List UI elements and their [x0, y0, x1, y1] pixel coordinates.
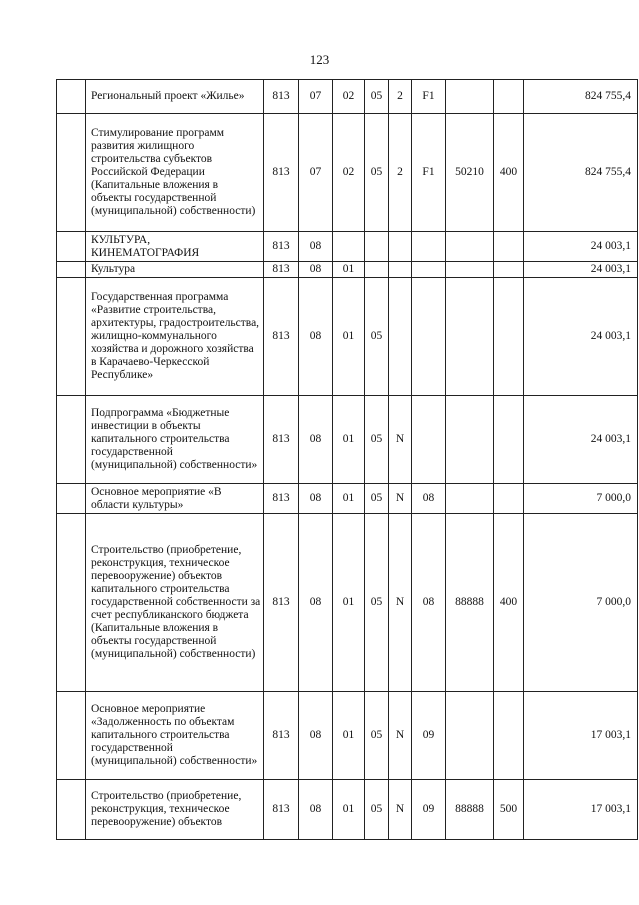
col-direction-cell — [446, 278, 494, 396]
table-row — [57, 80, 638, 114]
col-subprogram-cell — [389, 232, 412, 262]
col-event-cell — [412, 396, 446, 484]
col-subprogram-cell: N — [389, 514, 412, 692]
col-section-cell: 08 — [299, 396, 333, 484]
row-number-cell — [57, 514, 86, 692]
row-name-cell: Культура — [86, 262, 264, 278]
col-subprogram-cell: N — [389, 484, 412, 514]
col-direction-cell: 88888 — [446, 780, 494, 840]
col-event-cell: 09 — [412, 780, 446, 840]
col-subsection-cell: 01 — [333, 396, 365, 484]
amount-cell: 17 003,1 — [524, 692, 638, 780]
col-direction-cell: 88888 — [446, 514, 494, 692]
col-program-cell — [365, 232, 389, 262]
row-name-cell: Стимулирование программ развития жилищного строительства субъектов Российской Федерации (Капитальные вложения в объекты государственной (муниципальной) собственности) — [86, 114, 264, 232]
col-subprogram-cell: 2 — [389, 114, 412, 232]
col-section-cell: 08 — [299, 262, 333, 278]
col-subprogram-cell: N — [389, 692, 412, 780]
col-program-cell: 05 — [365, 692, 389, 780]
col-program-cell: 05 — [365, 514, 389, 692]
col-subprogram-cell: N — [389, 780, 412, 840]
table-row — [57, 278, 638, 396]
col-direction-cell — [446, 396, 494, 484]
col-subsection-cell: 02 — [333, 114, 365, 232]
table-row — [57, 692, 638, 780]
col-admin-cell: 813 — [264, 484, 299, 514]
col-program-cell: 05 — [365, 114, 389, 232]
budget-table — [56, 79, 638, 840]
col-expense-type-cell: 400 — [494, 514, 524, 692]
col-direction-cell — [446, 484, 494, 514]
amount-cell: 24 003,1 — [524, 278, 638, 396]
row-number-cell — [57, 396, 86, 484]
col-event-cell: 08 — [412, 514, 446, 692]
col-section-cell: 07 — [299, 80, 333, 114]
col-program-cell: 05 — [365, 396, 389, 484]
col-subprogram-cell: 2 — [389, 80, 412, 114]
col-subsection-cell: 01 — [333, 484, 365, 514]
amount-cell: 24 003,1 — [524, 396, 638, 484]
col-section-cell: 08 — [299, 692, 333, 780]
col-direction-cell: 50210 — [446, 114, 494, 232]
row-number-cell — [57, 80, 86, 114]
col-subprogram-cell: N — [389, 396, 412, 484]
col-direction-cell — [446, 692, 494, 780]
col-subprogram-cell — [389, 262, 412, 278]
col-expense-type-cell — [494, 232, 524, 262]
col-expense-type-cell: 500 — [494, 780, 524, 840]
table-row — [57, 780, 638, 840]
col-section-cell: 07 — [299, 114, 333, 232]
col-expense-type-cell — [494, 80, 524, 114]
col-event-cell — [412, 278, 446, 396]
col-admin-cell: 813 — [264, 514, 299, 692]
col-admin-cell: 813 — [264, 780, 299, 840]
row-name-cell: Региональный проект «Жилье» — [86, 80, 264, 114]
table-row — [57, 232, 638, 262]
col-program-cell: 05 — [365, 780, 389, 840]
col-subsection-cell: 01 — [333, 278, 365, 396]
table-row — [57, 114, 638, 232]
col-section-cell: 08 — [299, 514, 333, 692]
col-section-cell: 08 — [299, 232, 333, 262]
table-row — [57, 396, 638, 484]
col-program-cell: 05 — [365, 278, 389, 396]
col-admin-cell: 813 — [264, 396, 299, 484]
col-section-cell: 08 — [299, 278, 333, 396]
row-name-cell: Строительство (приобретение, реконструкция, техническое перевооружение) объектов — [86, 780, 264, 840]
col-admin-cell: 813 — [264, 262, 299, 278]
col-subsection-cell: 02 — [333, 80, 365, 114]
col-admin-cell: 813 — [264, 278, 299, 396]
row-name-cell: Строительство (приобретение, реконструкция, техническое перевооружение) объектов капитального строительства государственной собственности за счет республиканского бюджета (Капитальные вложения в объекты государственной (муниципальной) собственности) — [86, 514, 264, 692]
col-section-cell: 08 — [299, 780, 333, 840]
col-expense-type-cell — [494, 484, 524, 514]
table-row — [57, 484, 638, 514]
row-number-cell — [57, 262, 86, 278]
col-expense-type-cell — [494, 262, 524, 278]
amount-cell: 7 000,0 — [524, 514, 638, 692]
row-name-cell: Основное мероприятие «В области культуры» — [86, 484, 264, 514]
table-row — [57, 514, 638, 692]
row-name-cell: Основное мероприятие «Задолженность по объектам капитального строительства государственной (муниципальной) собственности» — [86, 692, 264, 780]
amount-cell: 17 003,1 — [524, 780, 638, 840]
col-admin-cell: 813 — [264, 692, 299, 780]
col-direction-cell — [446, 80, 494, 114]
row-number-cell — [57, 484, 86, 514]
col-event-cell: F1 — [412, 80, 446, 114]
col-expense-type-cell — [494, 692, 524, 780]
row-number-cell — [57, 232, 86, 262]
col-subsection-cell: 01 — [333, 692, 365, 780]
row-number-cell — [57, 692, 86, 780]
page-number: 123 — [309, 52, 330, 67]
table-row — [57, 262, 638, 278]
col-event-cell: F1 — [412, 114, 446, 232]
col-event-cell: 09 — [412, 692, 446, 780]
col-program-cell: 05 — [365, 80, 389, 114]
row-number-cell — [57, 780, 86, 840]
col-admin-cell: 813 — [264, 232, 299, 262]
col-subsection-cell — [333, 232, 365, 262]
amount-cell: 24 003,1 — [524, 232, 638, 262]
col-admin-cell: 813 — [264, 80, 299, 114]
row-number-cell — [57, 278, 86, 396]
row-name-cell: КУЛЬТУРА, КИНЕМАТОГРАФИЯ — [86, 232, 264, 262]
col-subsection-cell: 01 — [333, 262, 365, 278]
table-body — [57, 80, 638, 840]
col-direction-cell — [446, 232, 494, 262]
amount-cell: 7 000,0 — [524, 484, 638, 514]
col-event-cell — [412, 232, 446, 262]
row-name-cell: Подпрограмма «Бюджетные инвестиции в объекты капитального строительства государственной (муниципальной) собственности» — [86, 396, 264, 484]
col-subprogram-cell — [389, 278, 412, 396]
col-program-cell: 05 — [365, 484, 389, 514]
col-subsection-cell: 01 — [333, 780, 365, 840]
col-expense-type-cell: 400 — [494, 114, 524, 232]
col-section-cell: 08 — [299, 484, 333, 514]
col-event-cell: 08 — [412, 484, 446, 514]
row-number-cell — [57, 114, 86, 232]
col-expense-type-cell — [494, 396, 524, 484]
amount-cell: 824 755,4 — [524, 114, 638, 232]
col-expense-type-cell — [494, 278, 524, 396]
amount-cell: 824 755,4 — [524, 80, 638, 114]
amount-cell: 24 003,1 — [524, 262, 638, 278]
col-direction-cell — [446, 262, 494, 278]
col-subsection-cell: 01 — [333, 514, 365, 692]
col-program-cell — [365, 262, 389, 278]
col-event-cell — [412, 262, 446, 278]
row-name-cell: Государственная программа «Развитие строительства, архитектуры, градостроительства, жилищно-коммунального хозяйства и дорожного хозяйства в Карачаево-Черкесской Республике» — [86, 278, 264, 396]
col-admin-cell: 813 — [264, 114, 299, 232]
